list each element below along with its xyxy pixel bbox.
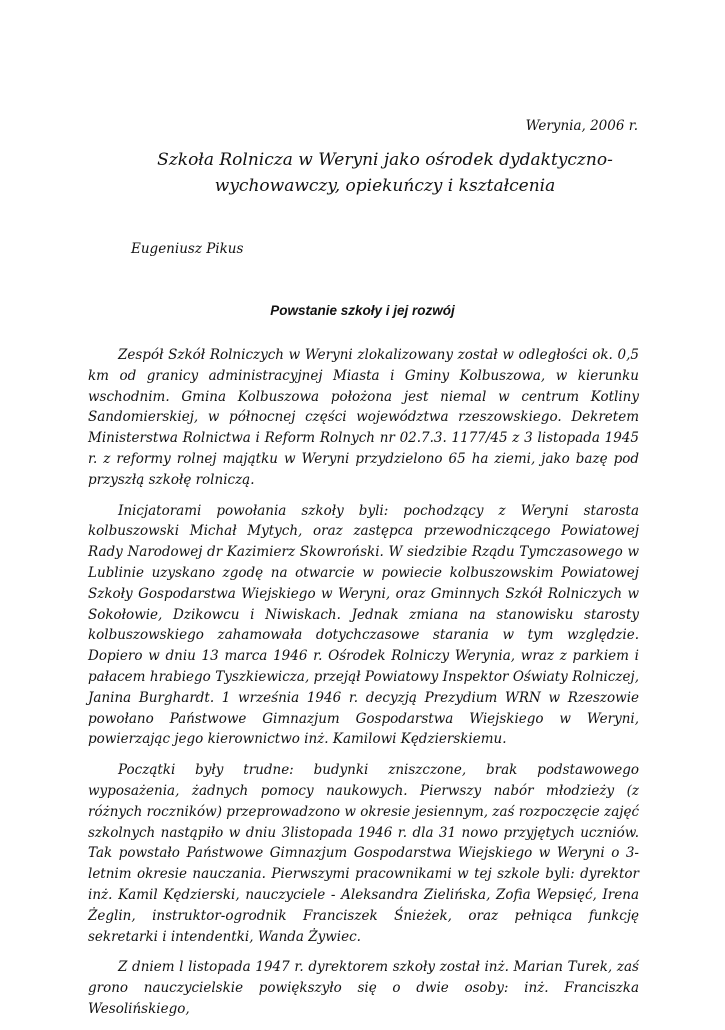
paragraph-1: Zespół Szkół Rolniczych w Weryni zlokalizowany został w odległości ok. 0,5 km od granicy administracyjnej Miasta i Gminy Kolbuszowa, w kierunku wschodnim. Gmina Kolbuszowa położona jest niemal w centrum Kotliny Sandomierskiej, w północnej części województwa rzeszowskiego. Dekretem Ministerstwa Rolnictwa i Reform Rolnych nr 02.7.3. 1177/45 z 3 listopada 1945 r. z reformy rolnej majątku w Weryni przydzielono 65 ha ziemi, jako bazę pod przyszłą szkołę rolniczą. (88, 347, 639, 488)
body-text (88, 345, 639, 1030)
author-name: Eugeniusz Pikus (131, 241, 244, 257)
paragraph-4: Z dniem l listopada 1947 r. dyrektorem szkoły został inż. Marian Turek, zaś grono nauczycielskie powiększyło się o dwie osoby: inż. Franciszka Wesolińskiego, (88, 959, 639, 1017)
paragraph-3: Początki były trudne: budynki zniszczone, brak podstawowego wyposażenia, żadnych pomocy naukowych. Pierwszy nabór młodzieży (z różnych roczników) przeprowadzono w okresie jesiennym, zaś rozpoczęcie zajęć szkolnych nastąpiło w dniu 3listopada 1946 r. dla 31 nowo przyjętych uczniów. Tak powstało Państwowe Gimnazjum Gospodarstwa Wiejskiego w Weryni o 3-letnim okresie nauczania. Pierwszymi pracownikami w tej szkole byli: dyrektor inż. Kamil Kędzierski, nauczyciele - Aleksandra Zielińska, Zofia Wepsięć, Irena Żeglin, instruktor-ogrodnik Franciszek Śnieżek, oraz pełniąca funkcję sekretarki i intendentki, Wanda Żywiec. (88, 762, 639, 945)
place-date: Werynia, 2006 r. (525, 118, 638, 134)
document-title: Szkoła Rolnicza w Weryni jako ośrodek dydaktyczno-wychowawczy, opiekuńczy i kształcenia (157, 150, 613, 196)
paragraph-2: Inicjatorami powołania szkoły byli: pochodzący z Weryni starosta kolbuszowski Michał Mytych, oraz zastępca przewodniczącego Powiatowej Rady Narodowej dr Kazimierz Skowroński. W siedzibie Rządu Tymczasowego w Lublinie uzyskano zgodę na otwarcie w powiecie kolbuszowskim Powiatowej Szkoły Gospodarstwa Wiejskiego w Weryni, oraz Gminnych Szkół Rolniczych w Sokołowie, Dzikowcu i Niwiskach. Jednak zmiana na stanowisku starosty kolbuszowskiego zahamowała dotychczasowe starania w tym względzie. Dopiero w dniu 13 marca 1946 r. Ośrodek Rolniczy Werynia, wraz z parkiem i pałacem hrabiego Tyszkiewicza, przejął Powiatowy Inspektor Oświaty Rolniczej, Janina Burghardt. 1 września 1946 r. decyzją Prezydium WRN w Rzeszowie powołano Państwowe Gimnazjum Gospodarstwa Wiejskiego w Weryni, powierzając jego kierownictwo inż. Kamilowi Kędzierskiemu. (88, 502, 639, 748)
section-heading: Powstanie szkoły i jej rozwój (270, 303, 455, 318)
